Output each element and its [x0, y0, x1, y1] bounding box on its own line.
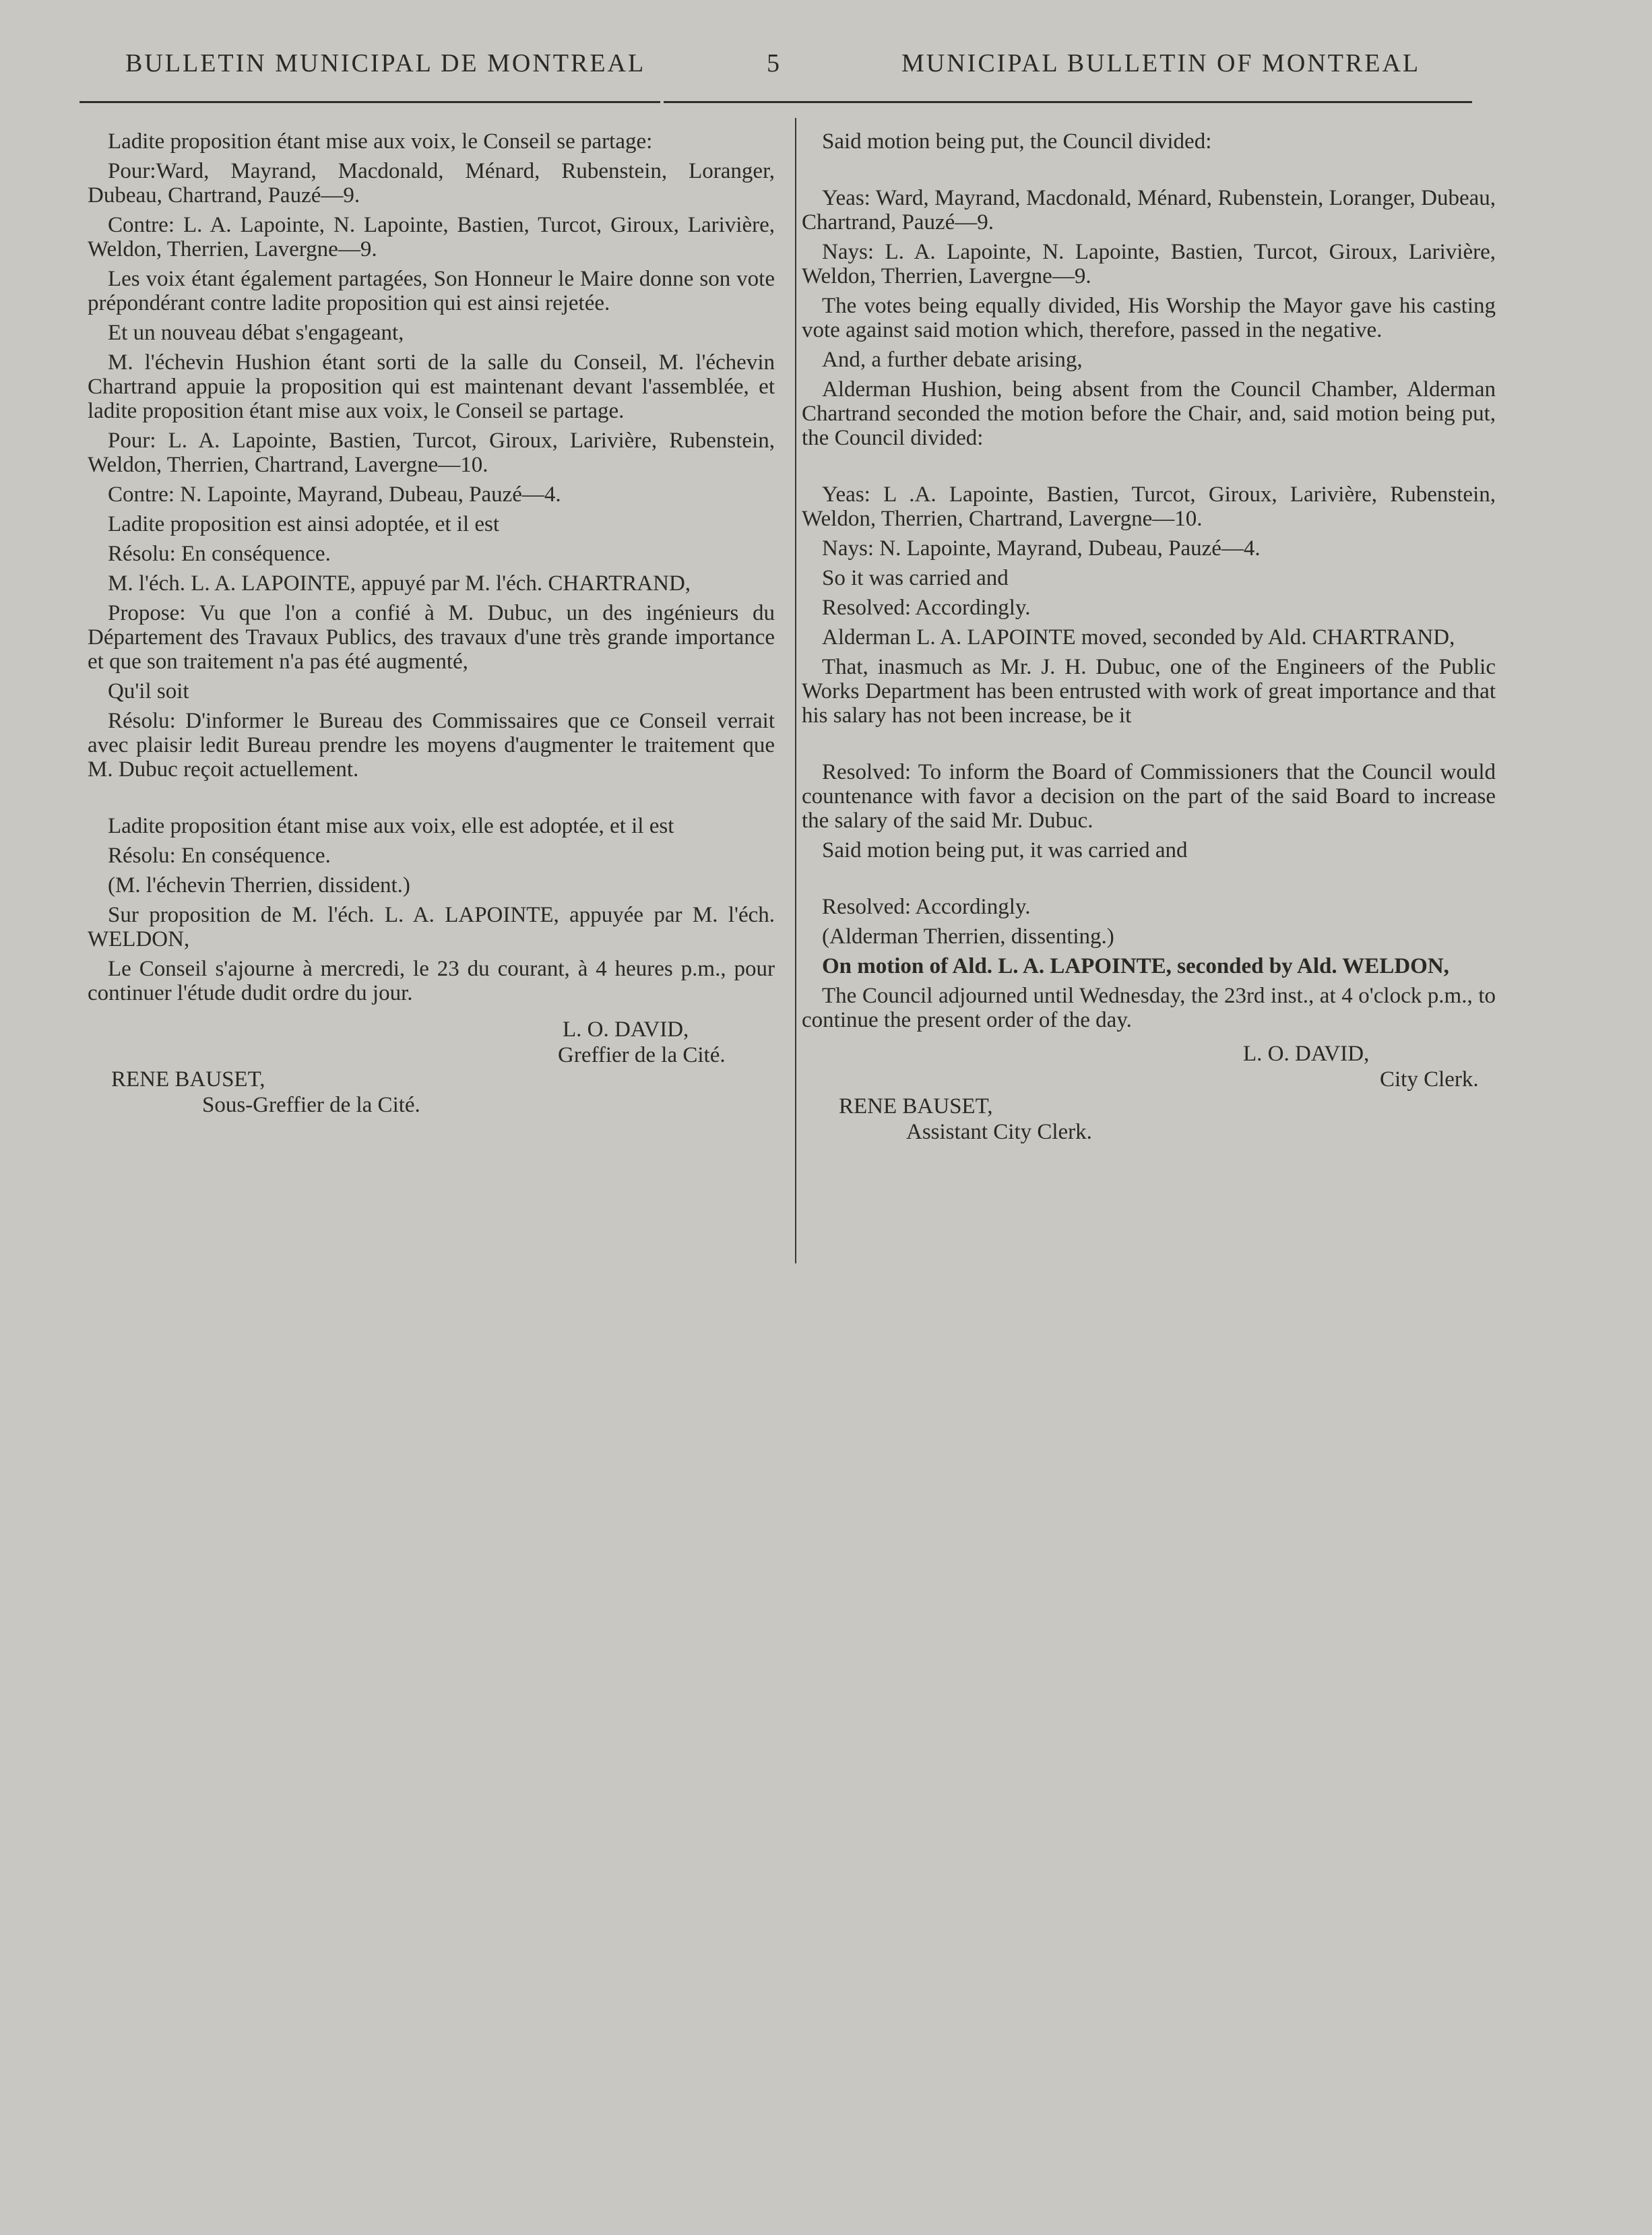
column-divider: [795, 118, 796, 1263]
paragraph: Ladite proposition étant mise aux voix, elle est adoptée, et il est: [108, 814, 674, 838]
paragraph: Resolved: Accordingly.: [822, 895, 1031, 919]
paragraph: (Alderman Therrien, dissenting.): [822, 924, 1114, 949]
page-header: [0, 42, 1652, 96]
paragraph: M. l'échevin Hushion étant sorti de la salle du Conseil, M. l'échevin Chartrand appuie la proposition qui est maintenant devant l'assemblée, et ladite proposition étant mise aux voix, le Conseil se partage.: [88, 350, 775, 423]
paragraph: Résolu: En conséquence.: [108, 844, 331, 868]
paragraph: Said motion being put, it was carried and: [822, 838, 1188, 862]
paragraph: Contre: L. A. Lapointe, N. Lapointe, Bastien, Turcot, Giroux, Larivière, Weldon, Therrien, Lavergne—9.: [88, 213, 775, 261]
paragraph: Resolved: To inform the Board of Commissioners that the Council would countenance with favor a decision on the part of the said Board to increase the salary of the said Mr. Dubuc.: [802, 760, 1496, 833]
clerk-title: City Clerk.: [1380, 1067, 1479, 1092]
paragraph: So it was carried and: [822, 566, 1009, 590]
paragraph: Et un nouveau débat s'engageant,: [108, 321, 404, 345]
paragraph: The Council adjourned until Wednesday, the 23rd inst., at 4 o'clock p.m., to continue the present order of the day.: [802, 984, 1496, 1032]
paragraph: On motion of Ald. L. A. LAPOINTE, seconded by Ald. WELDON,: [822, 954, 1449, 978]
paragraph: Ladite proposition étant mise aux voix, le Conseil se partage:: [108, 129, 653, 154]
assistant-clerk-name: RENE BAUSET,: [111, 1067, 265, 1092]
paragraph: Yeas: Ward, Mayrand, Macdonald, Ménard, Rubenstein, Loranger, Dubeau, Chartrand, Pauzé—9.: [802, 186, 1496, 234]
paragraph: Pour: L. A. Lapointe, Bastien, Turcot, Giroux, Larivière, Rubenstein, Weldon, Therrien, Chartrand, Lavergne—10.: [88, 429, 775, 477]
paragraph: Resolved: Accordingly.: [822, 596, 1031, 620]
french-column: [88, 129, 775, 1117]
paragraph: Nays: N. Lapointe, Mayrand, Dubeau, Pauzé—4.: [822, 536, 1261, 561]
header-rule-right: [664, 101, 1472, 103]
clerk-name: L. O. DAVID,: [563, 1017, 689, 1042]
page-number: 5: [767, 49, 782, 77]
paragraph: Sur proposition de M. l'éch. L. A. LAPOINTE, appuyée par M. l'éch. WELDON,: [88, 903, 775, 951]
paragraph: The votes being equally divided, His Worship the Mayor gave his casting vote against said motion which, therefore, passed in the negative.: [802, 294, 1496, 342]
paragraph: Alderman L. A. LAPOINTE moved, seconded by Ald. CHARTRAND,: [822, 625, 1455, 650]
french-signature: [88, 1011, 775, 1117]
paragraph: M. l'éch. L. A. LAPOINTE, appuyé par M. l'éch. CHARTRAND,: [108, 571, 691, 596]
assistant-clerk-name: RENE BAUSET,: [839, 1094, 993, 1119]
assistant-clerk-title: Assistant City Clerk.: [906, 1120, 1092, 1144]
paragraph: Yeas: L .A. Lapointe, Bastien, Turcot, Giroux, Larivière, Rubenstein, Weldon, Therrien, Chartrand, Lavergne—10.: [802, 482, 1496, 531]
assistant-clerk-title: Sous-Greffier de la Cité.: [202, 1093, 420, 1117]
paragraph: That, inasmuch as Mr. J. H. Dubuc, one of the Engineers of the Public Works Department has been entrusted with work of great importance and that his salary has not been increase, be it: [802, 655, 1496, 728]
paragraph: Alderman Hushion, being absent from the Council Chamber, Alderman Chartrand seconded the motion before the Chair, and, said motion being put, the Council divided:: [802, 377, 1496, 450]
paragraph: Qu'il soit: [108, 679, 189, 703]
header-title-english: MUNICIPAL BULLETIN OF MONTREAL: [901, 49, 1421, 77]
paragraph: Résolu: D'informer le Bureau des Commissaires que ce Conseil verrait avec plaisir ledit Bureau prendre les moyens d'augmenter le traitement que M. Dubuc reçoit actuellement.: [88, 709, 775, 782]
header-rule-left: [80, 101, 660, 103]
paragraph: Propose: Vu que l'on a confié à M. Dubuc, un des ingénieurs du Département des Travaux Publics, des travaux d'une très grande importance et que son traitement n'a pas été augmenté,: [88, 601, 775, 674]
clerk-name: L. O. DAVID,: [1243, 1042, 1370, 1066]
paragraph: Contre: N. Lapointe, Mayrand, Dubeau, Pauzé—4.: [108, 482, 561, 507]
paragraph: Résolu: En conséquence.: [108, 542, 331, 566]
paragraph: (M. l'échevin Therrien, dissident.): [108, 873, 410, 898]
paragraph: Ladite proposition est ainsi adoptée, et il est: [108, 512, 500, 536]
paragraph: Pour:Ward, Mayrand, Macdonald, Ménard, Rubenstein, Loranger, Dubeau, Chartrand, Pauzé—9.: [88, 159, 775, 208]
paragraph: Le Conseil s'ajourne à mercredi, le 23 du courant, à 4 heures p.m., pour continuer l'étude dudit ordre du jour.: [88, 957, 775, 1005]
paragraph: Said motion being put, the Council divided:: [822, 129, 1212, 154]
paragraph: And, a further debate arising,: [822, 348, 1083, 372]
paragraph: Les voix étant également partagées, Son Honneur le Maire donne son vote prépondérant contre ladite proposition qui est ainsi rejetée.: [88, 267, 775, 315]
paragraph: Nays: L. A. Lapointe, N. Lapointe, Bastien, Turcot, Giroux, Larivière, Weldon, Therrien, Lavergne—9.: [802, 240, 1496, 288]
english-column: [802, 129, 1496, 1144]
english-signature: [802, 1038, 1496, 1144]
clerk-title: Greffier de la Cité.: [558, 1043, 726, 1067]
header-title-french: BULLETIN MUNICIPAL DE MONTREAL: [125, 49, 646, 77]
